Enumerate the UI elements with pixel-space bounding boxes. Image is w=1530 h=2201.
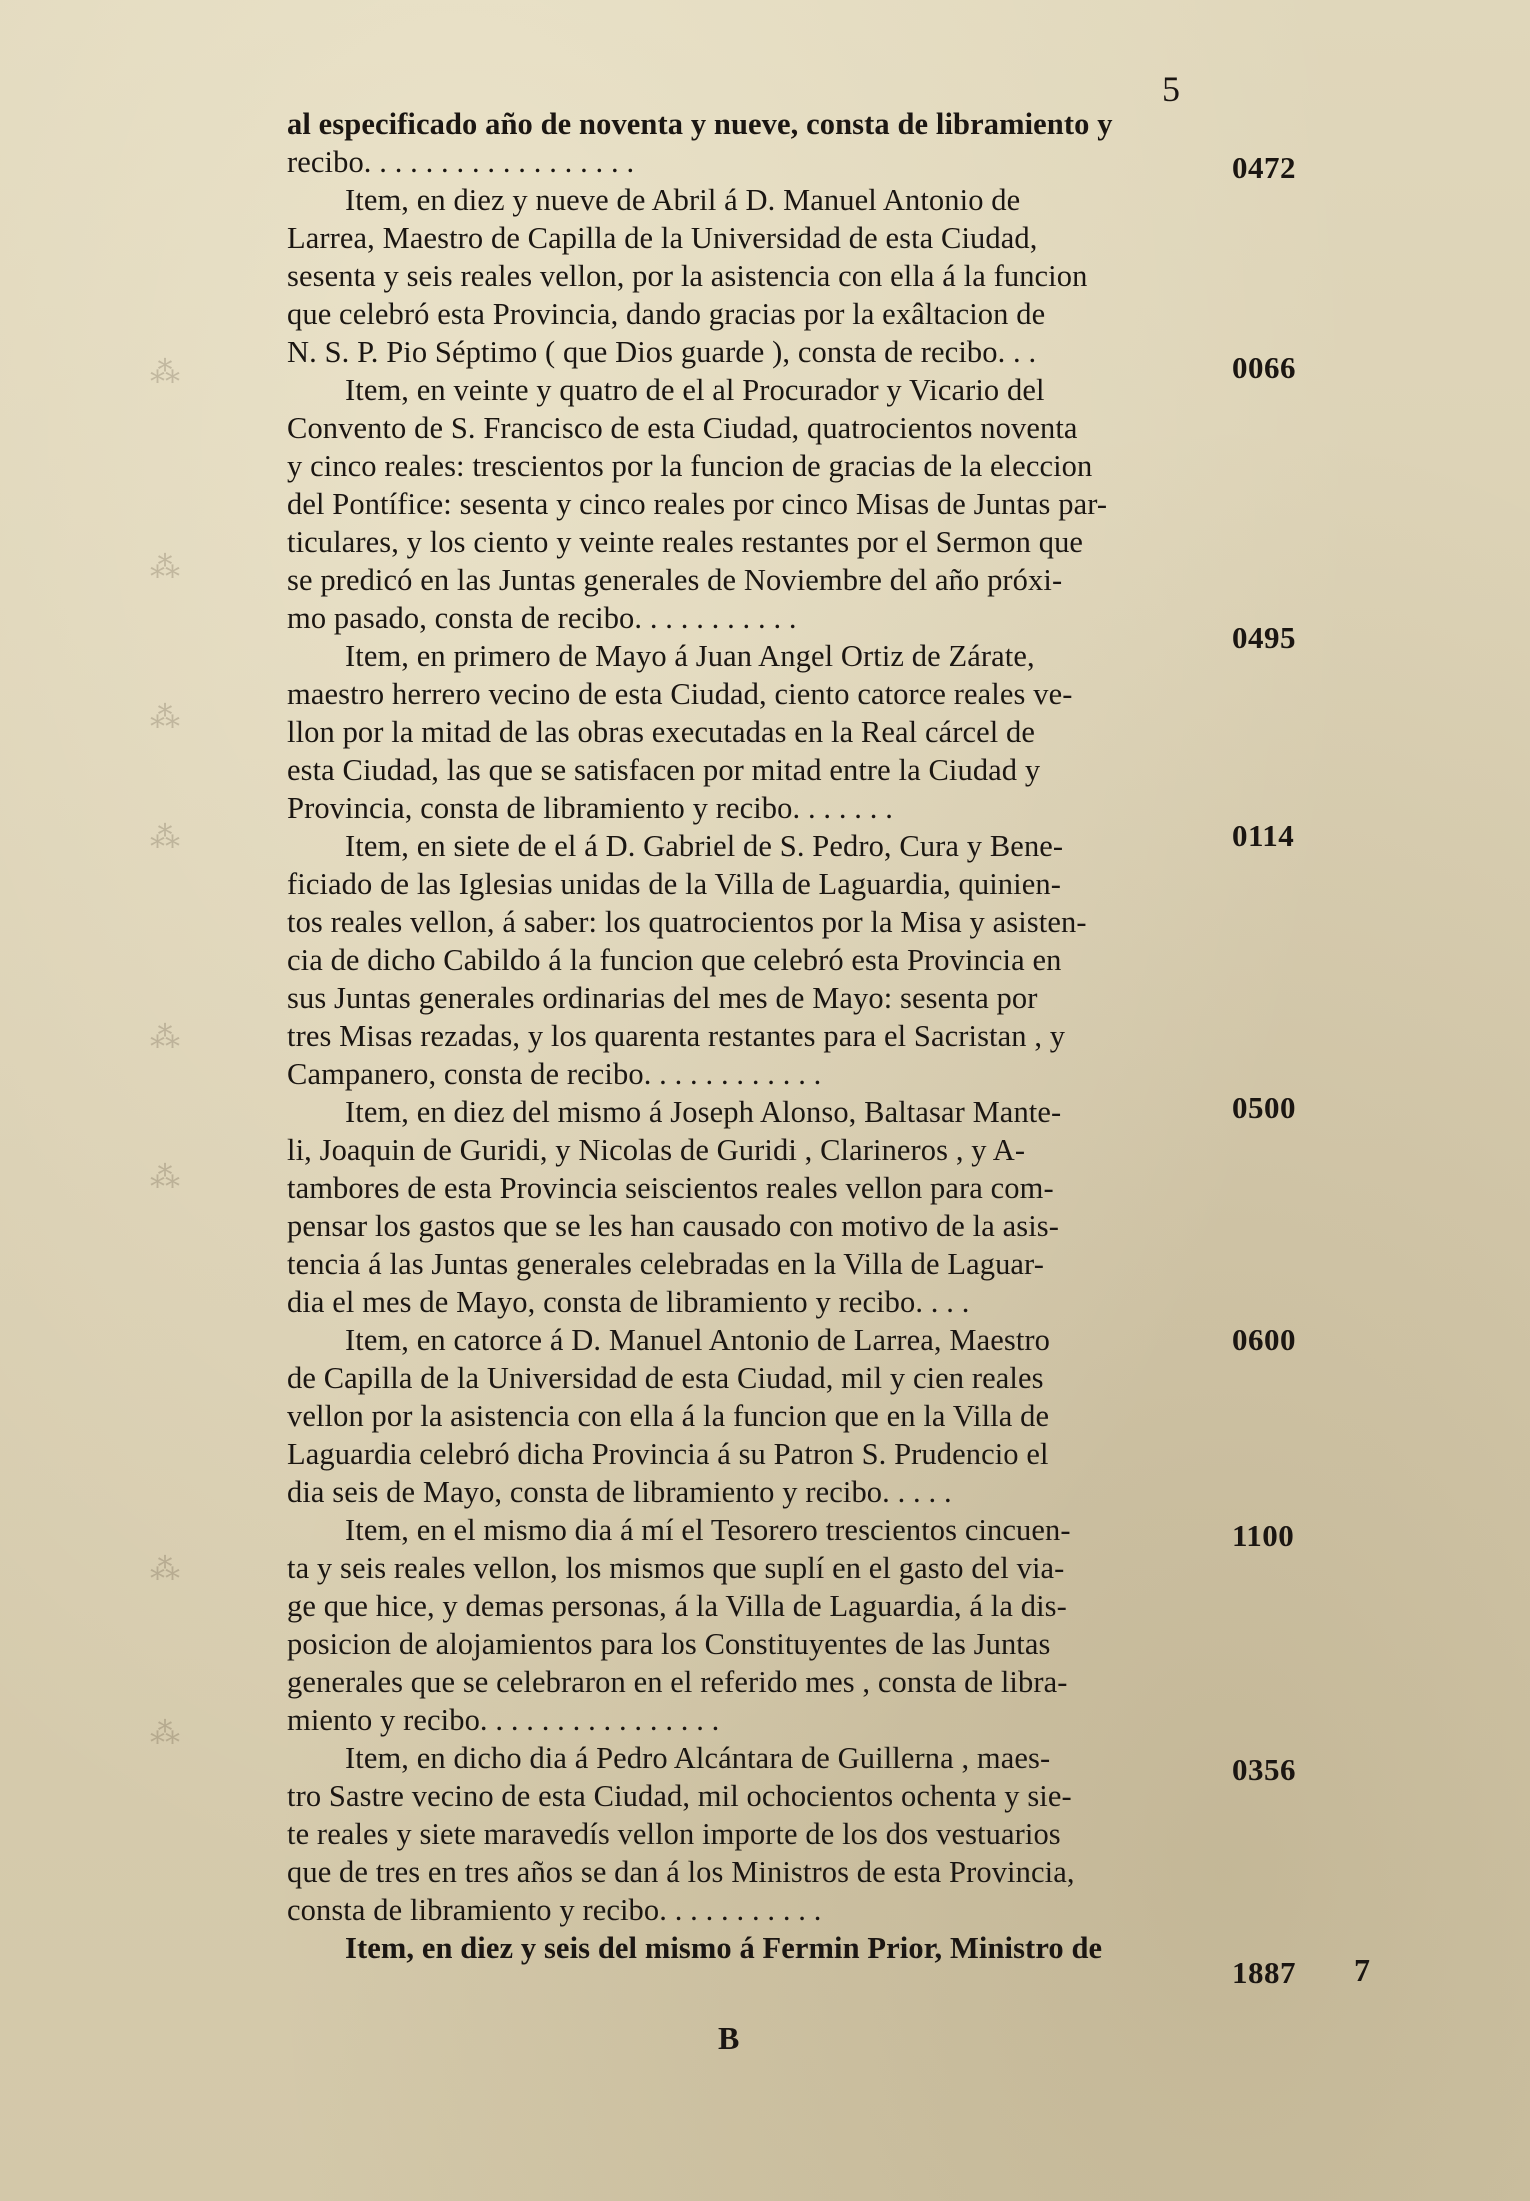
text-line: Item, en dicho dia á Pedro Alcántara de Guillerna , maes- [345, 1741, 1051, 1775]
text-line: Item, en diez del mismo á Joseph Alonso, Baltasar Mante- [345, 1095, 1062, 1129]
text-line: sus Juntas generales ordinarias del mes de Mayo: sesenta por [287, 981, 1038, 1015]
amount: 0600 [1232, 1322, 1296, 1357]
body-text [287, 105, 1177, 1967]
text-line: tro Sastre vecino de esta Ciudad, mil ochocientos ochenta y sie- [287, 1779, 1072, 1813]
show-through-mark: ⁂ [150, 1553, 180, 1586]
text-line: pensar los gastos que se les han causado con motivo de la asis- [287, 1209, 1060, 1243]
side-mark: 7 [1354, 1952, 1370, 1988]
amount: 0066 [1232, 350, 1296, 385]
text-line: Convento de S. Francisco de esta Ciudad, quatrocientos noventa [287, 411, 1078, 445]
text-line: dia el mes de Mayo, consta de libramiento y recibo. . . . [287, 1285, 970, 1319]
amount: 0114 [1232, 818, 1295, 853]
page-number: 5 [1162, 69, 1180, 109]
show-through-mark: ⁂ [150, 1161, 180, 1194]
text-line: ficiado de las Iglesias unidas de la Villa de Laguardia, quinien- [287, 867, 1061, 901]
text-line: Laguardia celebró dicha Provincia á su Patron S. Prudencio el [287, 1437, 1049, 1471]
text-line: posicion de alojamientos para los Constituyentes de las Juntas [287, 1627, 1051, 1661]
show-through-mark: ⁂ [150, 821, 180, 854]
amount: 1100 [1232, 1518, 1295, 1553]
text-line: te reales y siete maravedís vellon importe de los dos vestuarios [287, 1817, 1061, 1851]
text-line: al especificado año de noventa y nueve, consta de libramiento y [287, 107, 1113, 141]
show-through-mark: ⁂ [150, 356, 180, 389]
show-through-mark: ⁂ [150, 1717, 180, 1750]
text-line: Item, en diez y nueve de Abril á D. Manuel Antonio de [345, 183, 1021, 217]
text-line: maestro herrero vecino de esta Ciudad, ciento catorce reales ve- [287, 677, 1073, 711]
text-line: Campanero, consta de recibo. . . . . . . . . . . . [287, 1057, 822, 1091]
text-line: que celebró esta Provincia, dando gracias por la exâltacion de [287, 297, 1046, 331]
text-line: tres Misas rezadas, y los quarenta restantes para el Sacristan , y [287, 1019, 1066, 1053]
show-through-mark: ⁂ [150, 1021, 180, 1054]
text-line: llon por la mitad de las obras executadas en la Real cárcel de [287, 715, 1036, 749]
text-line: Item, en veinte y quatro de el al Procurador y Vicario del [345, 373, 1045, 407]
text-line: tambores de esta Provincia seiscientos reales vellon para com- [287, 1171, 1054, 1205]
text-line: y cinco reales: trescientos por la funcion de gracias de la eleccion [287, 449, 1093, 483]
amount: 0356 [1232, 1752, 1296, 1787]
text-line: mo pasado, consta de recibo. . . . . . . . . . . [287, 601, 797, 635]
text-line: recibo. . . . . . . . . . . . . . . . . . [287, 145, 635, 179]
text-line: Item, en diez y seis del mismo á Fermin Prior, Ministro de [345, 1931, 1103, 1965]
text-line: Item, en primero de Mayo á Juan Angel Ortiz de Zárate, [345, 639, 1035, 673]
amount: 0472 [1232, 150, 1296, 185]
text-line: ta y seis reales vellon, los mismos que suplí en el gasto del via- [287, 1551, 1065, 1585]
text-line: li, Joaquin de Guridi, y Nicolas de Guridi , Clarineros , y A- [287, 1133, 1026, 1167]
text-line: Item, en el mismo dia á mí el Tesorero trescientos cincuen- [345, 1513, 1071, 1547]
text-line: N. S. P. Pio Séptimo ( que Dios guarde ), consta de recibo. . . [287, 335, 1037, 369]
text-line: generales que se celebraron en el referido mes , consta de libra- [287, 1665, 1068, 1699]
text-line: consta de libramiento y recibo. . . . . . . . . . . [287, 1893, 822, 1927]
text-line: ticulares, y los ciento y veinte reales restantes por el Sermon que [287, 525, 1084, 559]
text-line: dia seis de Mayo, consta de libramiento y recibo. . . . . [287, 1475, 952, 1509]
amount: 0495 [1232, 620, 1296, 655]
text-line: que de tres en tres años se dan á los Ministros de esta Provincia, [287, 1855, 1075, 1889]
amount: 1887 [1232, 1955, 1296, 1990]
text-line: se predicó en las Juntas generales de Noviembre del año próxi- [287, 563, 1063, 597]
text-line: tos reales vellon, á saber: los quatrocientos por la Misa y asisten- [287, 905, 1087, 939]
text-line: esta Ciudad, las que se satisfacen por mitad entre la Ciudad y [287, 753, 1041, 787]
text-line: tencia á las Juntas generales celebradas en la Villa de Laguar- [287, 1247, 1044, 1281]
text-line: miento y recibo. . . . . . . . . . . . . . . . [287, 1703, 720, 1737]
text-line: de Capilla de la Universidad de esta Ciudad, mil y cien reales [287, 1361, 1044, 1395]
text-line: cia de dicho Cabildo á la funcion que celebró esta Provincia en [287, 943, 1062, 977]
text-line: sesenta y seis reales vellon, por la asistencia con ella á la funcion [287, 259, 1088, 293]
text-line: Item, en siete de el á D. Gabriel de S. Pedro, Cura y Bene- [345, 829, 1064, 863]
text-line: Larrea, Maestro de Capilla de la Universidad de esta Ciudad, [287, 221, 1038, 255]
amount: 0500 [1232, 1090, 1296, 1125]
text-line: Provincia, consta de libramiento y recibo. . . . . . . [287, 791, 893, 825]
text-line: Item, en catorce á D. Manuel Antonio de Larrea, Maestro [345, 1323, 1051, 1357]
show-through-mark: ⁂ [150, 701, 180, 734]
text-line: vellon por la asistencia con ella á la funcion que en la Villa de [287, 1399, 1050, 1433]
text-line: ge que hice, y demas personas, á la Villa de Laguardia, á la dis- [287, 1589, 1067, 1623]
show-through-mark: ⁂ [150, 551, 180, 584]
signature-mark: B [718, 2020, 740, 2056]
text-line: del Pontífice: sesenta y cinco reales por cinco Misas de Juntas par- [287, 487, 1108, 521]
